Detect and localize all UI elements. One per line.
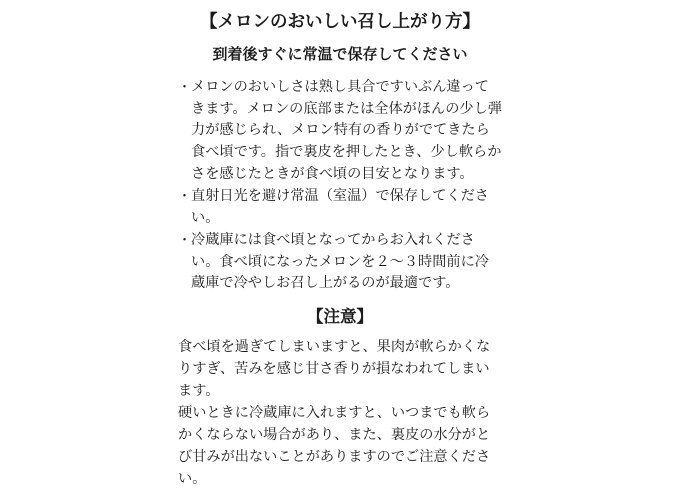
list-item-text: メロンのおいしさは熟し具合ですいぶん違ってきます。メロンの底部または全体がほんの少し弾力が感じられ、メロン特有の香りがでてきたら食べ頃です。指で裏皮を押したとき、少し軟らかさを感じたときが食べ頃の目安となります。 <box>191 79 502 182</box>
document-content <box>178 8 502 490</box>
notice-heading: 【注意】 <box>307 308 373 327</box>
list-item-text: 直射日光を避け常温（室温）で保存してください。 <box>191 188 489 226</box>
list-item <box>178 230 502 295</box>
notice-paragraph-2: 硬いときに冷蔵庫に入れますと、いつまでも軟らかくならない場合があり、また、裏皮の水分がとび甘みが出ないことがありますのでご注意ください。 <box>178 405 491 488</box>
bullet-icon: ・ <box>178 232 192 248</box>
list-item <box>178 186 502 229</box>
notice-paragraph-1: 食べ頃を過ぎてしまいますと、果肉が軟らかくなりすぎ、苦みを感じ甘さ香りが損なわれてしまいます。 <box>178 339 491 400</box>
instruction-list <box>178 77 502 295</box>
list-item <box>178 77 502 185</box>
storage-subtitle: 到着後すぐに常温で保存してください <box>212 46 468 64</box>
bullet-icon: ・ <box>178 79 192 95</box>
list-item-text: 冷蔵庫には食べ頃となってからお入れください。食べ頃になったメロンを２〜３時間前に冷蔵庫で冷やしお召し上がるのが最適です。 <box>191 232 489 292</box>
bullet-icon: ・ <box>178 188 192 204</box>
page-title: 【メロンのおいしい召し上がり方】 <box>200 11 480 31</box>
